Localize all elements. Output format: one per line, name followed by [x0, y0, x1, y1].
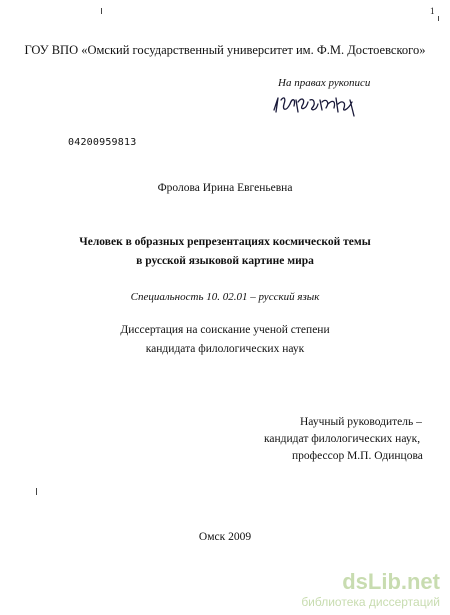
rights-notice: На правах рукописи	[278, 77, 371, 89]
scan-mark-right-top	[438, 16, 439, 21]
watermark	[301, 571, 440, 609]
supervisor-line-3: профессор М.П. Одинцова	[292, 450, 423, 462]
specialty: Специальность 10. 02.01 – русский язык	[130, 291, 320, 303]
watermark-logo: dsLib.net	[342, 569, 440, 594]
supervisor-line-1: Научный руководитель –	[300, 416, 422, 428]
author-name: Фролова Ирина Евгеньевна	[157, 182, 293, 194]
supervisor-line-2: кандидат филологических наук,	[264, 433, 421, 445]
page-number: 1	[430, 6, 435, 16]
organization-header: ГОУ ВПО «Омский государственный университет им. Ф.М. Достоевского»	[24, 43, 426, 57]
handwritten-signature	[270, 90, 365, 118]
degree-line-1: Диссертация на соискание ученой степени	[120, 324, 330, 336]
city-year: Омск 2009	[198, 531, 252, 543]
registration-code: 04200959813	[68, 137, 137, 148]
dissertation-title-line-1: Человек в образных репрезентациях космической темы	[79, 236, 371, 248]
scan-mark-top	[101, 8, 102, 14]
dissertation-title-line-2: в русской языковой картине мира	[136, 255, 314, 267]
scan-mark-left	[36, 488, 37, 495]
watermark-subtitle: библиотека диссертаций	[301, 595, 440, 609]
degree-line-2: кандидата филологических наук	[145, 343, 305, 355]
